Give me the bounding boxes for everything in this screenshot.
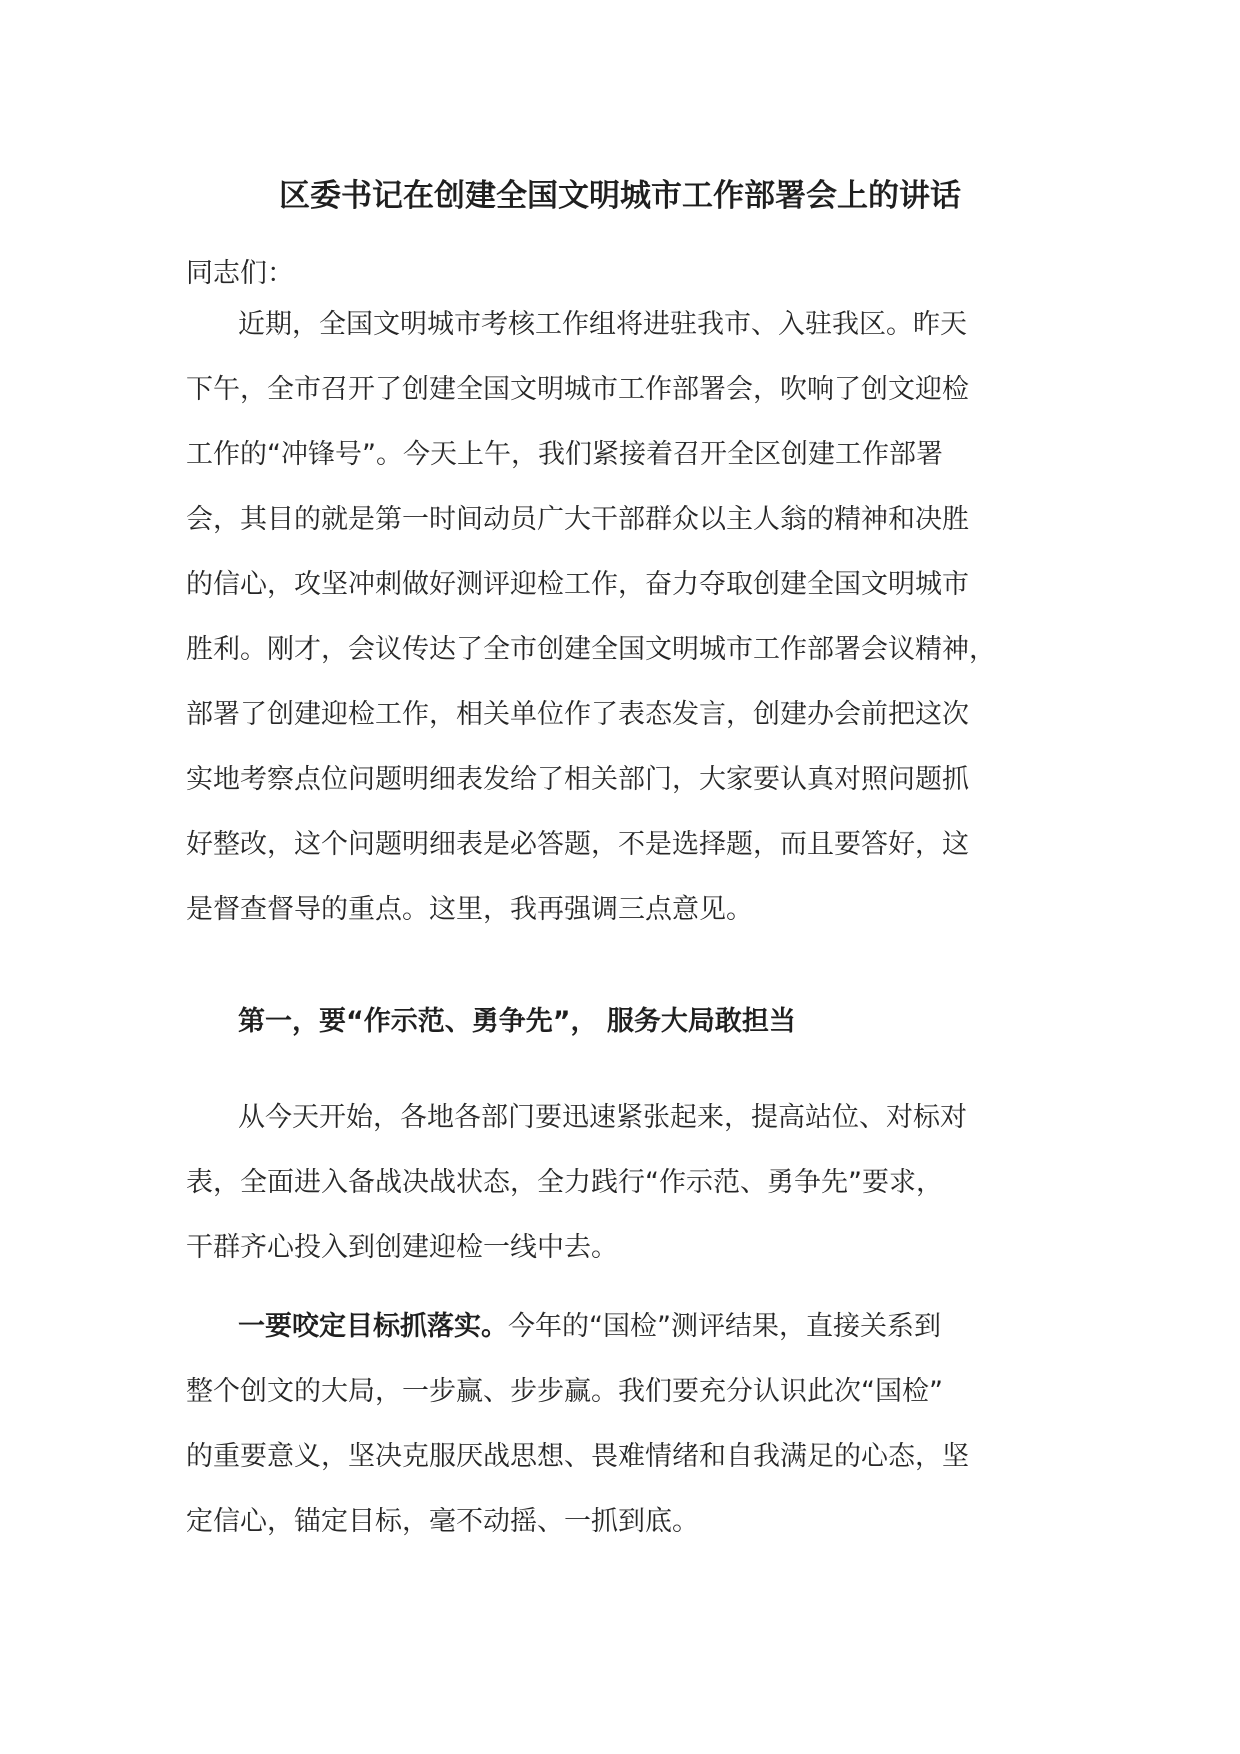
paragraph-line: 的信心，攻坚冲刺做好测评迎检工作，奋力夺取创建全国文明城市 (186, 569, 969, 600)
point-lead-continuation: 今年的“国检”测评结果，直接关系到 (508, 1311, 941, 1342)
section-heading: 第一，要“作示范、勇争先”， 服务大局敢担当 (238, 1006, 796, 1037)
document-title: 区委书记在创建全国文明城市工作部署会上的讲话 (279, 178, 961, 214)
paragraph-line: 定信心，锚定目标，毫不动摇、一抓到底。 (186, 1506, 699, 1537)
paragraph-line: 是督查督导的重点。这里，我再强调三点意见。 (186, 894, 753, 925)
paragraph-point-one (186, 1294, 1064, 1554)
paragraph-line: 整个创文的大局，一步赢、步步赢。我们要充分认识此次“国检” (186, 1376, 943, 1407)
paragraph-line: 下午，全市召开了创建全国文明城市工作部署会，吹响了创文迎检 (186, 374, 969, 405)
paragraph-line: 干群齐心投入到创建迎检一线中去。 (186, 1232, 618, 1263)
point-lead: 一要咬定目标抓落实。 (238, 1311, 508, 1342)
paragraph-line: 工作的“冲锋号”。今天上午，我们紧接着召开全区创建工作部署 (186, 439, 943, 470)
paragraph-line: 胜利。刚才，会议传达了全市创建全国文明城市工作部署会议精神， (186, 634, 996, 665)
paragraph-line: 近期，全国文明城市考核工作组将进驻我市、入驻我区。昨天 (238, 309, 967, 340)
paragraph-section1 (186, 1085, 1064, 1280)
paragraph-line: 从今天开始，各地各部门要迅速紧张起来，提高站位、对标对 (238, 1102, 967, 1133)
salutation: 同志们： (186, 258, 294, 289)
paragraph-line: 好整改，这个问题明细表是必答题，不是选择题，而且要答好，这 (186, 829, 969, 860)
paragraph-line: 的重要意义，坚决克服厌战思想、畏难情绪和自我满足的心态，坚 (186, 1441, 969, 1472)
paragraph-intro (186, 292, 1064, 942)
paragraph-line: 表，全面进入备战决战状态，全力践行“作示范、勇争先”要求， (186, 1167, 943, 1198)
paragraph-line: 部署了创建迎检工作，相关单位作了表态发言，创建办会前把这次 (186, 699, 969, 730)
paragraph-line: 实地考察点位问题明细表发给了相关部门，大家要认真对照问题抓 (186, 764, 969, 795)
paragraph-line (186, 1294, 1064, 1359)
paragraph-line: 会，其目的就是第一时间动员广大干部群众以主人翁的精神和决胜 (186, 504, 969, 535)
